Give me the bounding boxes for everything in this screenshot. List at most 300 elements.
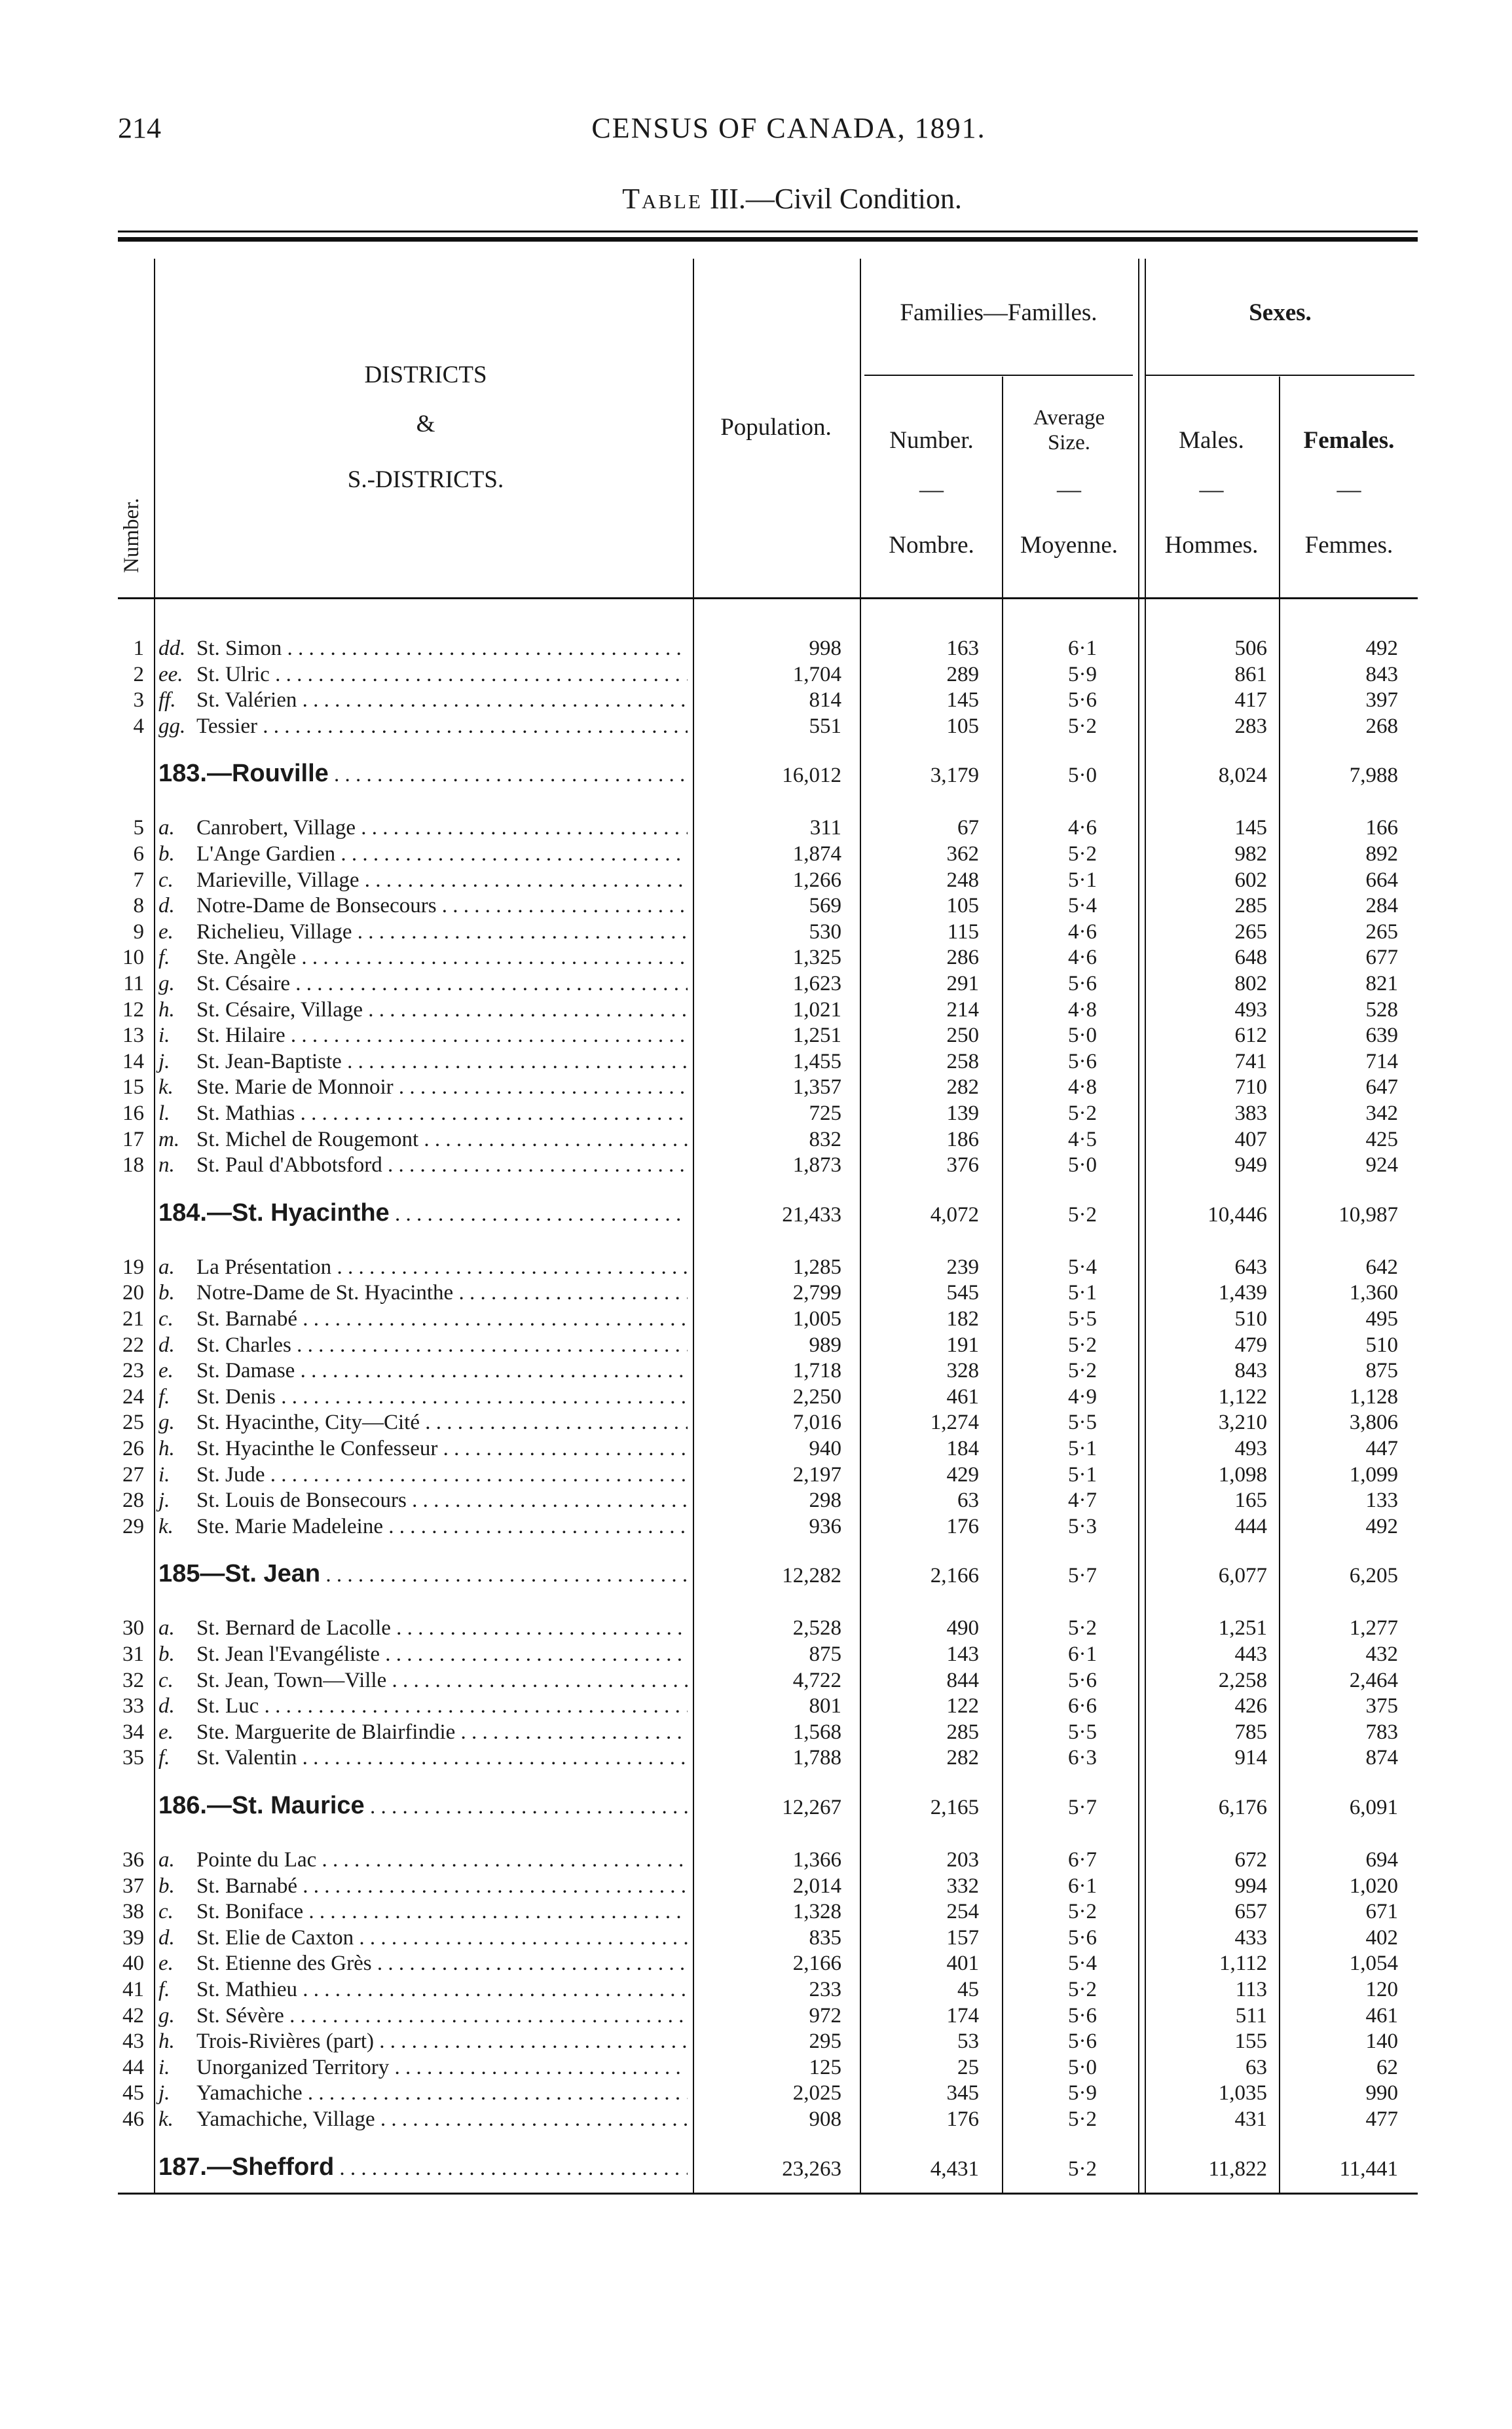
cell-fam: 332	[946, 1874, 979, 1898]
cell-no: 27	[122, 1462, 144, 1487]
cell-letter: dd.	[158, 637, 186, 660]
cell-fam: 176	[946, 1514, 979, 1538]
cell-pop: 4,722	[792, 1668, 841, 1692]
table-row	[0, 842, 1512, 868]
cell-name: Trois-Rivières (part) . . .	[196, 2030, 688, 2054]
cell-pop: 972	[809, 2003, 841, 2028]
cell-no: 30	[122, 1616, 144, 1641]
cell-pop: 940	[809, 1437, 841, 1460]
cell-avg: 5·5	[1068, 1411, 1097, 1435]
cell-fam: 282	[946, 1075, 979, 1100]
cell-fam: 174	[946, 2003, 979, 2028]
cell-name: Notre-Dame de Bonsecours . . .	[196, 894, 688, 918]
cell-fam: 45	[957, 1978, 979, 2001]
header-fam-dash: —	[919, 476, 944, 503]
cell-avg: 6·1	[1068, 1874, 1097, 1898]
cell-fam: 328	[946, 1359, 979, 1383]
cell-fam: 254	[946, 1900, 979, 1924]
cell-fam: 239	[946, 1255, 979, 1279]
cell-name: Ste. Angèle . . .	[196, 946, 688, 970]
cell-avg: 5·1	[1068, 1281, 1097, 1305]
district-females: 6,091	[1349, 1796, 1398, 1819]
district-name: 184.—St. Hyacinthe . . .	[158, 1199, 688, 1227]
district-avg: 5·0	[1068, 764, 1097, 788]
district-females: 10,987	[1338, 1202, 1398, 1227]
cell-females: 990	[1365, 2081, 1398, 2105]
cell-name: Ste. Marguerite de Blairfindie . . .	[196, 1720, 688, 1745]
cell-females: 375	[1365, 1694, 1398, 1718]
cell-letter: f.	[158, 1746, 170, 1770]
cell-fam: 376	[946, 1153, 979, 1177]
cell-males: 431	[1234, 2107, 1267, 2131]
cell-males: 493	[1234, 1437, 1267, 1460]
cell-males: 710	[1234, 1075, 1267, 1100]
cell-no: 25	[122, 1411, 144, 1435]
cell-females: 642	[1365, 1255, 1398, 1279]
cell-letter: j.	[158, 1489, 170, 1513]
cell-males: 802	[1234, 972, 1267, 995]
header-avg-fr: Moyenne.	[1020, 532, 1118, 559]
district-fam: 2,166	[930, 1564, 979, 1588]
cell-pop: 2,197	[792, 1462, 841, 1487]
cell-females: 843	[1365, 662, 1398, 686]
cell-avg: 4·9	[1068, 1384, 1097, 1409]
cell-pop: 1,623	[792, 972, 841, 995]
cell-avg: 5·9	[1068, 2081, 1097, 2105]
cell-fam: 429	[946, 1462, 979, 1487]
cell-no: 10	[122, 946, 144, 970]
table-row	[0, 894, 1512, 920]
cell-males: 506	[1234, 637, 1267, 660]
table-row	[0, 1102, 1512, 1128]
cell-males: 1,122	[1218, 1384, 1267, 1409]
cell-pop: 311	[809, 816, 841, 840]
district-pop: 21,433	[782, 1202, 841, 1227]
cell-females: 677	[1365, 946, 1398, 970]
cell-males: 426	[1234, 1694, 1267, 1718]
cell-fam: 145	[946, 688, 979, 713]
table-row	[0, 688, 1512, 714]
cell-no: 39	[122, 1925, 144, 1950]
cell-letter: i.	[158, 1462, 170, 1487]
cell-avg: 5·4	[1068, 894, 1097, 918]
cell-avg: 5·1	[1068, 1462, 1097, 1487]
cell-no: 3	[133, 688, 144, 713]
cell-males: 1,112	[1219, 1952, 1267, 1976]
table-row	[0, 1075, 1512, 1102]
cell-fam: 214	[946, 997, 979, 1022]
header-males-fr: Hommes.	[1164, 532, 1259, 559]
cell-letter: gg.	[158, 714, 186, 738]
cell-letter: a.	[158, 1255, 175, 1279]
cell-name: St. Mathias . . .	[196, 1102, 688, 1126]
cell-avg: 5·2	[1068, 1102, 1097, 1125]
cell-fam: 545	[946, 1281, 979, 1305]
cell-no: 45	[122, 2081, 144, 2105]
header-avg-1: Average	[1033, 406, 1105, 430]
table-row	[0, 1359, 1512, 1385]
table-row	[0, 1385, 1512, 1411]
cell-fam: 285	[946, 1720, 979, 1744]
district-males: 8,024	[1218, 764, 1267, 788]
cell-no: 22	[122, 1333, 144, 1357]
district-fam: 4,431	[930, 2157, 979, 2181]
cell-letter: k.	[158, 2107, 174, 2131]
cell-females: 1,020	[1349, 1874, 1398, 1898]
cell-males: 914	[1234, 1746, 1267, 1770]
cell-avg: 6·7	[1068, 1848, 1097, 1872]
table-row	[0, 1024, 1512, 1050]
cell-females: 265	[1365, 919, 1398, 944]
cell-name: Canrobert, Village . . .	[196, 816, 688, 840]
cell-fam: 176	[946, 2107, 979, 2131]
cell-avg: 4·6	[1068, 946, 1097, 970]
cell-avg: 4·8	[1068, 1075, 1097, 1100]
cell-no: 2	[133, 662, 144, 686]
cell-females: 510	[1365, 1333, 1398, 1357]
table-number: III.	[709, 183, 746, 215]
cell-avg: 5·2	[1068, 1616, 1097, 1641]
page-number: 214	[118, 112, 161, 144]
cell-females: 477	[1365, 2107, 1398, 2131]
district-avg: 5·7	[1068, 1796, 1097, 1819]
cell-no: 17	[122, 1127, 144, 1151]
table-row	[0, 1411, 1512, 1437]
table-row	[0, 1050, 1512, 1076]
cell-letter: l.	[158, 1102, 170, 1125]
cell-name: St. Denis . . .	[196, 1385, 688, 1409]
cell-males: 444	[1234, 1514, 1267, 1538]
cell-letter: a.	[158, 1848, 175, 1872]
table-row	[0, 1926, 1512, 1952]
cell-avg: 5·5	[1068, 1307, 1097, 1331]
cell-letter: b.	[158, 1874, 175, 1898]
cell-females: 1,277	[1349, 1616, 1398, 1641]
cell-males: 949	[1234, 1153, 1267, 1177]
header-sexes: Sexes.	[1249, 299, 1312, 326]
table-row	[0, 1128, 1512, 1154]
cell-fam: 291	[946, 972, 979, 995]
cell-males: 843	[1234, 1359, 1267, 1383]
cell-pop: 1,704	[792, 662, 841, 686]
cell-no: 15	[122, 1075, 144, 1100]
district-fam: 4,072	[930, 1202, 979, 1227]
cell-letter: e.	[158, 1720, 174, 1744]
cell-letter: d.	[158, 1925, 175, 1950]
cell-males: 657	[1234, 1900, 1267, 1924]
cell-letter: c.	[158, 1307, 174, 1331]
cell-avg: 5·2	[1068, 2107, 1097, 2131]
cell-avg: 5·4	[1068, 1952, 1097, 1976]
cell-pop: 989	[809, 1333, 841, 1357]
cell-pop: 1,021	[792, 997, 841, 1022]
table-row	[0, 1489, 1512, 1515]
cell-fam: 1,274	[930, 1411, 979, 1435]
header-avg-2: Size.	[1047, 431, 1091, 454]
cell-name: Richelieu, Village . . .	[196, 920, 688, 944]
cell-avg: 5·6	[1068, 2030, 1097, 2054]
cell-no: 44	[122, 2055, 144, 2079]
district-name: 186.—St. Maurice . . .	[158, 1792, 688, 1820]
cell-no: 41	[122, 1978, 144, 2001]
cell-name: St. Barnabé . . .	[196, 1874, 688, 1899]
cell-males: 3,210	[1218, 1411, 1267, 1435]
cell-name: St. Jean-Baptiste . . .	[196, 1050, 688, 1074]
district-name: 183.—Rouville . . .	[158, 760, 688, 788]
cell-avg: 5·2	[1068, 714, 1097, 738]
sexes-subhead-rule	[1146, 375, 1414, 376]
header-avg-dash: —	[1057, 476, 1081, 503]
cell-females: 639	[1365, 1024, 1398, 1048]
cell-males: 861	[1234, 662, 1267, 686]
cell-males: 283	[1234, 714, 1267, 738]
cell-no: 18	[122, 1153, 144, 1177]
cell-fam: 157	[946, 1925, 979, 1950]
cell-females: 402	[1365, 1925, 1398, 1950]
cell-females: 528	[1365, 997, 1398, 1022]
cell-females: 120	[1365, 1978, 1398, 2001]
cell-name: St. Mathieu . . .	[196, 1978, 688, 2002]
cell-letter: k.	[158, 1514, 174, 1538]
cell-pop: 801	[809, 1694, 841, 1718]
cell-no: 7	[133, 868, 144, 892]
cell-pop: 1,366	[792, 1848, 841, 1872]
cell-name: St. Césaire, Village . . .	[196, 998, 688, 1022]
cell-pop: 908	[809, 2107, 841, 2131]
cell-letter: d.	[158, 1333, 175, 1357]
cell-letter: f.	[158, 946, 170, 970]
cell-fam: 115	[947, 919, 979, 944]
cell-letter: c.	[158, 1900, 174, 1924]
cell-pop: 936	[809, 1514, 841, 1538]
district-avg: 5·2	[1068, 1202, 1097, 1227]
table-row	[0, 998, 1512, 1024]
cell-name: St. Michel de Rougemont . . .	[196, 1128, 688, 1152]
cell-pop: 1,266	[792, 868, 841, 892]
cell-letter: g.	[158, 1411, 175, 1435]
cell-males: 113	[1235, 1978, 1267, 2001]
cell-females: 342	[1365, 1102, 1398, 1125]
table-row	[0, 1746, 1512, 1772]
district-females: 7,988	[1349, 764, 1398, 788]
cell-females: 1,099	[1349, 1462, 1398, 1487]
table-row	[0, 2107, 1512, 2134]
top-rule-thin	[118, 231, 1418, 232]
cell-letter: i.	[158, 1024, 170, 1048]
district-males: 6,176	[1218, 1796, 1267, 1819]
cell-letter: e.	[158, 919, 174, 944]
cell-avg: 5·2	[1068, 1900, 1097, 1924]
cell-females: 664	[1365, 868, 1398, 892]
cell-name: St. Valérien . . .	[196, 688, 688, 713]
cell-letter: a.	[158, 816, 175, 840]
header-males-dash: —	[1199, 476, 1224, 503]
cell-pop: 2,528	[792, 1616, 841, 1641]
cell-females: 62	[1376, 2055, 1398, 2079]
cell-no: 14	[122, 1049, 144, 1073]
cell-males: 165	[1234, 1489, 1267, 1513]
district-males: 6,077	[1218, 1564, 1267, 1588]
cell-males: 1,251	[1218, 1616, 1267, 1641]
header-fam-number-fr: Nombre.	[889, 532, 974, 559]
cell-letter: d.	[158, 1694, 175, 1718]
cell-males: 443	[1234, 1642, 1267, 1666]
cell-letter: h.	[158, 2030, 175, 2054]
cell-no: 32	[122, 1668, 144, 1692]
cell-females: 2,464	[1349, 1668, 1398, 1692]
cell-no: 4	[133, 714, 144, 738]
cell-males: 648	[1234, 946, 1267, 970]
cell-fam: 844	[946, 1668, 979, 1692]
cell-avg: 4·6	[1068, 919, 1097, 944]
cell-name: St. Jean l'Evangéliste . . .	[196, 1642, 688, 1667]
cell-letter: n.	[158, 1153, 175, 1177]
cell-name: Ste. Marie de Monnoir . . .	[196, 1075, 688, 1100]
cell-males: 145	[1234, 816, 1267, 840]
header-bottom-rule	[118, 597, 1418, 599]
cell-females: 397	[1365, 688, 1398, 713]
cell-avg: 5·6	[1068, 972, 1097, 995]
cell-fam: 143	[946, 1642, 979, 1666]
cell-females: 924	[1365, 1153, 1398, 1177]
cell-males: 602	[1234, 868, 1267, 892]
cell-name: St. Hyacinthe le Confesseur . . .	[196, 1437, 688, 1461]
cell-pop: 2,025	[792, 2081, 841, 2105]
cell-males: 155	[1234, 2030, 1267, 2054]
top-rule-thick	[118, 237, 1418, 242]
district-females: 11,441	[1339, 2157, 1398, 2181]
cell-pop: 2,166	[792, 1952, 841, 1976]
cell-letter: g.	[158, 972, 175, 995]
cell-males: 1,035	[1218, 2081, 1267, 2105]
cell-males: 510	[1234, 1307, 1267, 1331]
cell-females: 1,360	[1349, 1281, 1398, 1305]
cell-fam: 105	[946, 894, 979, 918]
district-row	[0, 760, 1512, 792]
table-title: —Civil Condition.	[745, 183, 962, 215]
cell-fam: 186	[946, 1127, 979, 1151]
header-females: Females.	[1303, 427, 1395, 454]
table-row	[0, 663, 1512, 689]
cell-pop: 1,357	[792, 1075, 841, 1100]
cell-pop: 832	[809, 1127, 841, 1151]
cell-letter: j.	[158, 1049, 170, 1073]
cell-pop: 125	[809, 2055, 841, 2079]
cell-females: 492	[1365, 637, 1398, 660]
cell-males: 994	[1234, 1874, 1267, 1898]
table-row	[0, 1616, 1512, 1642]
table-row	[0, 1333, 1512, 1360]
cell-pop: 1,718	[792, 1359, 841, 1383]
table-row	[0, 2081, 1512, 2107]
cell-name: St. Valentin . . .	[196, 1746, 688, 1770]
cell-letter: g.	[158, 2003, 175, 2028]
cell-name: St. Ulric . . .	[196, 663, 688, 687]
cell-name: Tessier . . .	[196, 714, 688, 739]
cell-avg: 6·6	[1068, 1694, 1097, 1718]
cell-no: 20	[122, 1281, 144, 1305]
cell-females: 1,054	[1349, 1952, 1398, 1976]
bottom-rule	[118, 2193, 1418, 2195]
cell-no: 9	[133, 919, 144, 944]
district-row	[0, 1199, 1512, 1232]
cell-avg: 5·1	[1068, 1437, 1097, 1460]
table-row	[0, 1437, 1512, 1463]
table-row	[0, 2030, 1512, 2056]
district-pop: 23,263	[782, 2157, 841, 2181]
cell-males: 265	[1234, 919, 1267, 944]
cell-name: St. Jude . . .	[196, 1463, 688, 1487]
district-pop: 16,012	[782, 764, 841, 788]
cell-pop: 1,873	[792, 1153, 841, 1177]
cell-males: 417	[1234, 688, 1267, 713]
cell-fam: 345	[946, 2081, 979, 2105]
cell-males: 612	[1234, 1024, 1267, 1048]
table-row	[0, 972, 1512, 998]
cell-no: 38	[122, 1900, 144, 1924]
cell-avg: 6·1	[1068, 1642, 1097, 1666]
cell-females: 268	[1365, 714, 1398, 738]
cell-fam: 139	[946, 1102, 979, 1125]
cell-name: St. Damase . . .	[196, 1359, 688, 1383]
cell-no: 34	[122, 1720, 144, 1744]
cell-letter: b.	[158, 842, 175, 866]
cell-name: St. Charles . . .	[196, 1333, 688, 1358]
cell-fam: 163	[946, 637, 979, 660]
cell-fam: 63	[957, 1489, 979, 1513]
cell-males: 383	[1234, 1102, 1267, 1125]
table-row	[0, 1694, 1512, 1720]
cell-avg: 5·9	[1068, 662, 1097, 686]
cell-pop: 569	[809, 894, 841, 918]
table-row	[0, 1720, 1512, 1747]
cell-no: 37	[122, 1874, 144, 1898]
cell-fam: 25	[957, 2055, 979, 2079]
cell-females: 874	[1365, 1746, 1398, 1770]
table-row	[0, 1281, 1512, 1307]
cell-pop: 998	[809, 637, 841, 660]
cell-name: Pointe du Lac . . .	[196, 1848, 688, 1872]
cell-name: Marieville, Village . . .	[196, 868, 688, 893]
cell-males: 407	[1234, 1127, 1267, 1151]
table-row	[0, 1463, 1512, 1489]
cell-name: Unorganized Territory . . .	[196, 2056, 688, 2080]
cell-avg: 5·0	[1068, 2055, 1097, 2079]
cell-avg: 6·3	[1068, 1746, 1097, 1770]
cell-no: 33	[122, 1694, 144, 1718]
cell-females: 140	[1365, 2030, 1398, 2054]
table-row	[0, 1153, 1512, 1179]
district-fam: 3,179	[930, 764, 979, 788]
cell-no: 5	[133, 816, 144, 840]
table-row	[0, 1848, 1512, 1874]
cell-letter: c.	[158, 868, 174, 892]
cell-no: 21	[122, 1307, 144, 1331]
cell-pop: 1,788	[792, 1746, 841, 1770]
cell-females: 492	[1365, 1514, 1398, 1538]
cell-name: L'Ange Gardien . . .	[196, 842, 688, 866]
district-avg: 5·2	[1068, 2157, 1097, 2181]
cell-females: 714	[1365, 1049, 1398, 1073]
district-row	[0, 1792, 1512, 1825]
cell-females: 821	[1365, 972, 1398, 995]
table-label: Table	[622, 183, 703, 215]
cell-no: 23	[122, 1359, 144, 1383]
header-districts-1: DISTRICTS	[364, 362, 487, 388]
table-row	[0, 868, 1512, 895]
cell-pop: 1,251	[792, 1024, 841, 1048]
cell-fam: 282	[946, 1746, 979, 1770]
